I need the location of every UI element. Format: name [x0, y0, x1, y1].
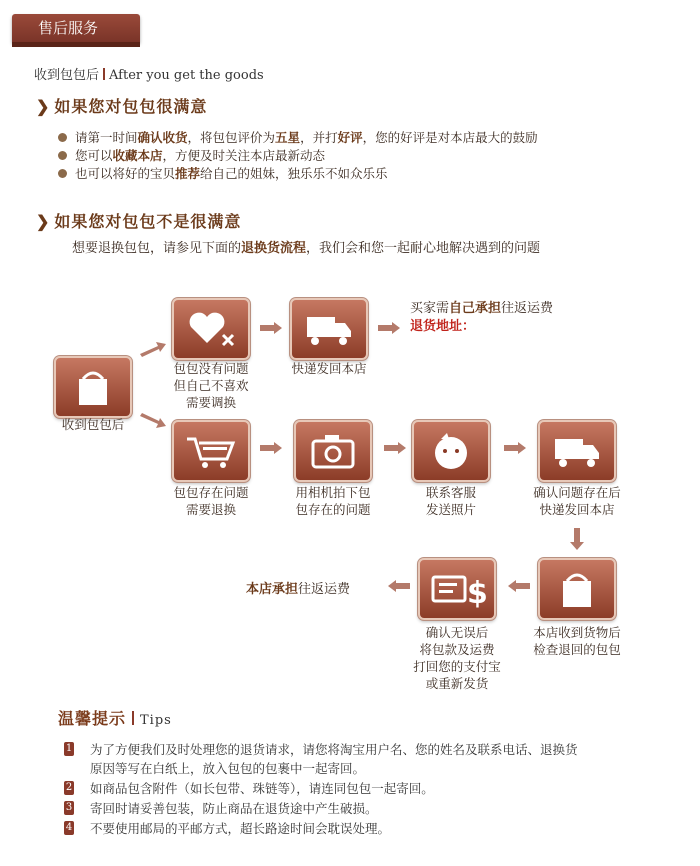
shopping-bag-icon	[549, 567, 605, 611]
arrow-down-icon	[570, 528, 584, 550]
heart-cross-icon	[183, 307, 239, 351]
photo-label: 用相机拍下包 包存在的问题	[295, 485, 371, 517]
section2-heading	[36, 209, 241, 232]
arrow-right-icon	[504, 442, 526, 454]
exchange-note: 买家需自己承担往返运费 退货地址：	[410, 301, 554, 334]
flow-start-label: 收到包包后	[61, 417, 125, 432]
subtitle-en: After you get the goods	[109, 68, 264, 83]
svg-text:$: $	[467, 576, 488, 611]
divider	[103, 68, 105, 80]
tip-item: 3 寄回时请妥善包装，防止商品在退货途中产生破损。	[65, 801, 378, 816]
subtitle-cn: 收到包包后	[34, 68, 100, 83]
section1-heading	[36, 94, 207, 117]
refund-box	[418, 558, 496, 620]
tip-item: 1 为了方便我们及时处理您的退货请求，请您将淘宝用户名、您的姓名及联系电话、退换货 原因等写在白纸上，放入包包的包裹中一起寄回。	[65, 742, 578, 776]
truck-icon	[549, 429, 605, 473]
arrow-left-icon	[388, 580, 410, 592]
received-label: 本店收到货物后 检查退回的包包	[533, 625, 621, 657]
ship-back-label: 快递发回本店	[291, 361, 367, 376]
contact-label: 联系客服 发送照片	[425, 485, 476, 517]
heart-box	[172, 298, 250, 360]
number-badge: 3	[65, 802, 73, 813]
section2-title: 如果您对包包不是很满意	[54, 212, 242, 231]
section2-desc: 想要退换包包，请参见下面的退换货流程，我们会和您一起耐心地解决遇到的问题	[72, 241, 541, 256]
number-badge: 1	[65, 743, 73, 754]
return-reason: 包包存在问题 需要退换	[173, 485, 249, 517]
money-card-icon	[429, 567, 488, 611]
arrow-right-icon	[260, 442, 282, 454]
chat-box	[412, 420, 490, 482]
customer-service-icon	[423, 429, 479, 473]
truck-box	[290, 298, 368, 360]
bullet-icon	[58, 151, 67, 160]
exchange-reason: 包包没有问题 但自己不喜欢 需要调换	[173, 361, 249, 410]
shopping-cart-icon	[183, 429, 239, 473]
chevron-right-icon: ❯	[36, 212, 51, 231]
truck-icon	[301, 307, 357, 351]
bullet-icon	[58, 133, 67, 142]
camera-box	[294, 420, 372, 482]
camera-icon	[305, 429, 361, 473]
store-pays-note: 本店承担往返运费	[246, 582, 351, 597]
list-item: 也可以将好的宝贝推荐给自己的姐妹，独乐乐不如众乐乐	[58, 164, 388, 182]
shopping-bag-box	[538, 558, 616, 620]
number-badge: 4	[65, 822, 73, 833]
arrow-up-right-icon	[140, 340, 166, 358]
tips-heading: 温馨提示 Tips	[58, 709, 172, 728]
return-address-label: 退货地址：	[410, 319, 476, 334]
number-badge: 2	[65, 782, 73, 793]
subtitle	[34, 64, 264, 83]
chevron-right-icon: ❯	[36, 97, 51, 116]
list-item: 请第一时间确认收货，将包包评价为五星，并打好评，您的好评是对本店最大的鼓励	[58, 128, 538, 146]
arrow-right-icon	[384, 442, 406, 454]
confirm-label: 确认问题存在后 快递发回本店	[533, 485, 621, 517]
refund-label: 确认无误后 将包款及运费 打回您的支付宝 或重新发货	[413, 625, 501, 691]
list-item: 您可以收藏本店，方便及时关注本店最新动态	[58, 146, 325, 164]
shopping-bag-icon	[65, 365, 121, 409]
arrow-right-icon	[260, 322, 282, 334]
bullet-icon	[58, 169, 67, 178]
shopping-bag-box	[54, 356, 132, 418]
tip-item: 2 如商品包含附件（如长包带、珠链等），请连同包包一起寄回。	[65, 781, 434, 796]
truck-box	[538, 420, 616, 482]
arrow-right-icon	[378, 322, 400, 334]
section-tab: 售后服务	[12, 14, 140, 42]
arrow-down-right-icon	[140, 412, 166, 430]
section1-title: 如果您对包包很满意	[54, 97, 208, 116]
cart-box	[172, 420, 250, 482]
arrow-left-icon	[508, 580, 530, 592]
tip-item: 4 不要使用邮局的平邮方式，超长路途时间会耽误处理。	[65, 821, 391, 836]
